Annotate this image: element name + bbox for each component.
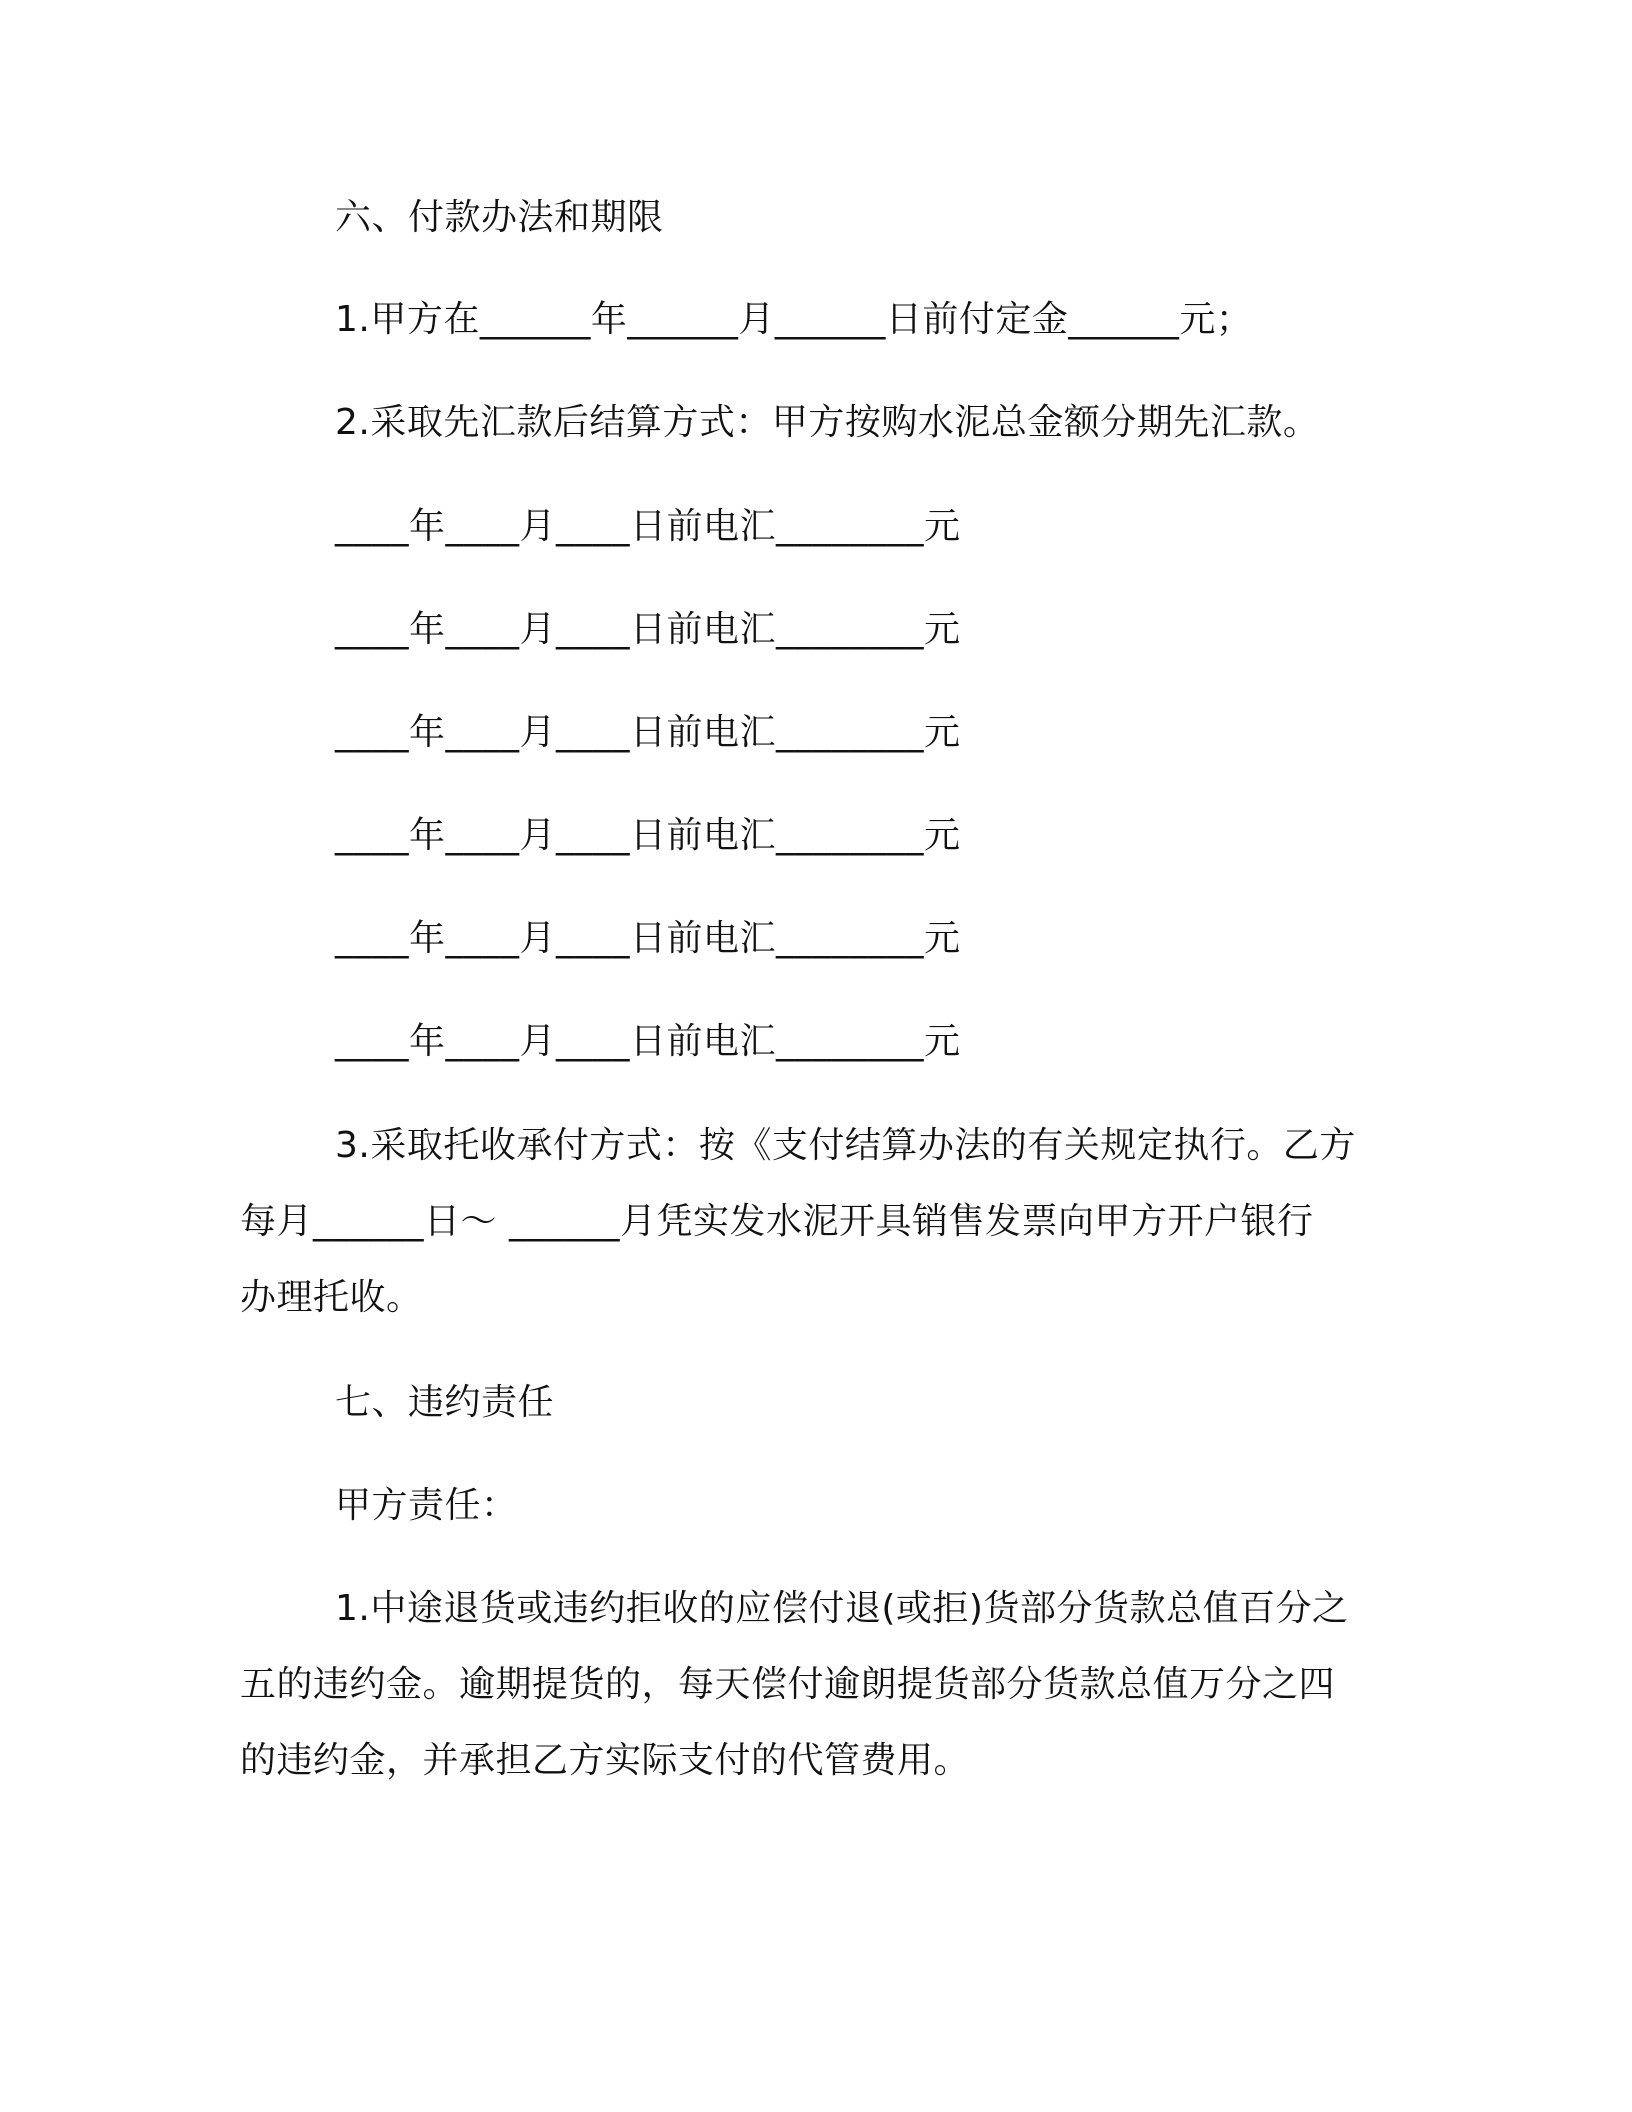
section-6-heading: 六、付款办法和期限 xyxy=(335,197,664,238)
schedule-row: ____年____月____日前电汇________元 xyxy=(335,1021,961,1062)
schedule-row: ____年____月____日前电汇________元 xyxy=(335,815,961,856)
schedule-row: ____年____月____日前电汇________元 xyxy=(335,609,961,650)
schedule-row: ____年____月____日前电汇________元 xyxy=(335,506,961,547)
penalty-clause-line-3: 的违约金，并承担乙方实际支付的代管费用。 xyxy=(240,1740,971,1781)
remittance-clause: 2.采取先汇款后结算方式：甲方按购水泥总金额分期先汇款。 xyxy=(335,402,1320,443)
deposit-clause: 1.甲方在______年______月______日前付定金______元； xyxy=(335,299,1253,340)
penalty-clause-line-2: 五的违约金。逾期提货的，每天偿付逾朗提货部分货款总值万分之四 xyxy=(240,1664,1336,1705)
penalty-clause-line-1: 1.中途退货或违约拒收的应偿付退(或拒)货部分货款总值百分之 xyxy=(335,1588,1349,1629)
schedule-row: ____年____月____日前电汇________元 xyxy=(335,918,961,959)
party-a-liability-heading: 甲方责任： xyxy=(335,1485,518,1526)
section-7-heading: 七、违约责任 xyxy=(335,1382,555,1423)
collection-clause-line-3: 办理托收。 xyxy=(240,1277,423,1318)
collection-clause-line-2: 每月______日～ ______月凭实发水泥开具销售发票向甲方开户银行 xyxy=(240,1201,1314,1242)
collection-clause-line-1: 3.采取托收承付方式：按《支付结算办法的有关规定执行。乙方 xyxy=(335,1125,1356,1166)
schedule-row: ____年____月____日前电汇________元 xyxy=(335,712,961,753)
